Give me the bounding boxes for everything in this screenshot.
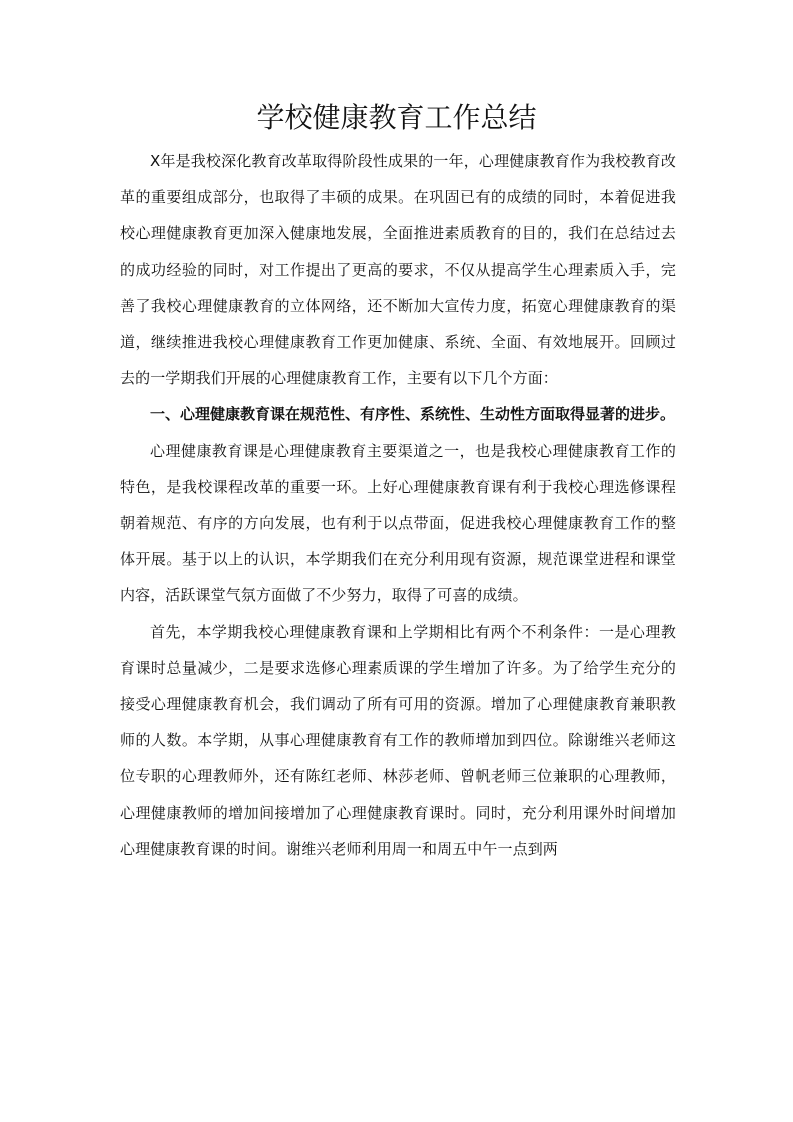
document-title: 学校健康教育工作总结 (256, 101, 537, 134)
section-heading: 一、心理健康教育课在规范性、有序性、系统性、生动性方面取得显著的进步。 (150, 405, 676, 424)
section-paragraph-2: 首先，本学期我校心理健康教育课和上学期相比有两个不利条件：一是心理教育课时总量减少，二是要求选修心理素质课的学生增加了许多。为了给学生充分的接受心理健康教育机会，我们调动了所有可用的资源。增加了心理健康教育兼职教师的人数。本学期，从事心理健康教育有工作的教师增加到四位。除谢维兴老师这位专职的心理教师外，还有陈红老师、林莎老师、曾帆老师三位兼职的心理教师，心理健康教师的增加间接增加了心理健康教育课时。同时，充分利用课外时间增加心理健康教育课的时间。谢维兴老师利用周一和周五中午一点到两 (120, 622, 676, 858)
document-body (120, 143, 676, 867)
section-paragraph-1: 心理健康教育课是心理健康教育主要渠道之一，也是我校心理健康教育工作的特色，是我校课程改革的重要一环。上好心理健康教育课有利于我校心理选修课程朝着规范、有序的方向发展，也有利于以点带面，促进我校心理健康教育工作的整体开展。基于以上的认识，本学期我们在充分利用现有资源，规范课堂进程和课堂内容，活跃课堂气氛方面做了不少努力，取得了可喜的成绩。 (120, 441, 676, 605)
intro-paragraph: X年是我校深化教育改革取得阶段性成果的一年，心理健康教育作为我校教育改革的重要组成部分，也取得了丰硕的成果。在巩固已有的成绩的同时，本着促进我校心理健康教育更加深入健康地发展，全面推进素质教育的目的，我们在总结过去的成功经验的同时，对工作提出了更高的要求，不仅从提高学生心理素质入手，完善了我校心理健康教育的立体网络，还不断加大宣传力度，拓宽心理健康教育的渠道，继续推进我校心理健康教育工作更加健康、系统、全面、有效地展开。回顾过去的一学期我们开展的心理健康教育工作，主要有以下几个方面： (120, 152, 676, 388)
